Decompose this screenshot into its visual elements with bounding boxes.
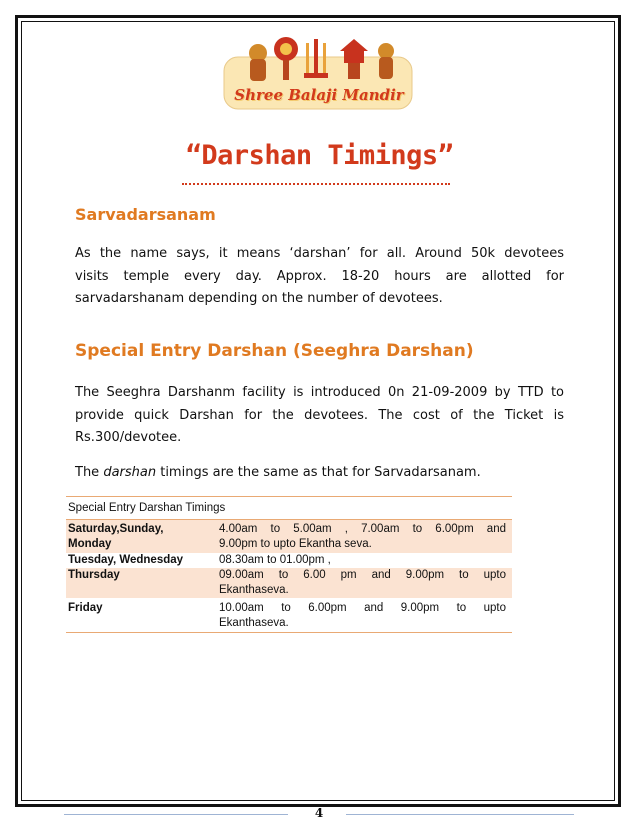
time-cell [217, 520, 512, 553]
day-cell [66, 598, 217, 632]
note-italic: darshan [103, 465, 157, 480]
deity-left-icon [249, 44, 267, 81]
special-entry-paragraph [75, 382, 564, 450]
time-line: 9.00pm to upto Ekantha seva. [219, 538, 372, 550]
time-cell [217, 568, 512, 598]
day-line: Friday [68, 602, 103, 614]
day-cell [66, 568, 217, 598]
paragraph-line: visits temple every day. Approx. 18-20 hours are allotted for [75, 268, 564, 284]
page-title: “Darshan Timings” [185, 140, 454, 171]
table-row [66, 598, 512, 632]
darshan-note [75, 462, 564, 485]
time-line: 4.00am to 5.00am , 7.00am to 6.00pm and [219, 523, 506, 535]
sarvadarsanam-paragraph [75, 243, 564, 311]
time-cell [217, 553, 512, 568]
table-bottom-rule [66, 632, 512, 633]
day-line: Tuesday, Wednesday [68, 554, 184, 566]
section-heading-sarvadarsanam: Sarvadarsanam [75, 205, 216, 224]
logo-text: Shree Balaji Mandir [234, 86, 404, 104]
time-line: Ekanthaseva. [219, 584, 289, 596]
note-prefix: The [75, 465, 104, 480]
table-row [66, 553, 512, 568]
timings-table [66, 496, 512, 633]
table-row [66, 568, 512, 598]
footer-rule-left [64, 814, 288, 815]
table-row [66, 519, 512, 553]
day-line: Monday [68, 538, 112, 550]
table-title: Special Entry Darshan Timings [66, 496, 512, 519]
paragraph-line: provide quick Darshan for the devotees. The cost of the Ticket is [75, 407, 564, 423]
section-heading-special-entry: Special Entry Darshan (Seeghra Darshan) [75, 341, 474, 361]
day-line: Saturday,Sunday, [68, 523, 164, 535]
title-underline [182, 183, 450, 185]
namam-icon [304, 39, 328, 78]
time-cell [217, 598, 512, 632]
time-line: 09.00am to 6.00 pm and 9.00pm to upto [219, 569, 506, 581]
day-line: Thursday [68, 569, 120, 581]
paragraph-line: The Seeghra Darshanm facility is introduced 0n 21-09-2009 by TTD to [75, 385, 564, 400]
note-suffix: timings are the same as that for Sarvadarsanam. [156, 465, 481, 480]
time-line: Ekanthaseva. [219, 617, 289, 629]
time-line: 10.00am to 6.00pm and 9.00pm to upto [219, 602, 506, 614]
paragraph-line: As the name says, it means ‘darshan’ for all. Around 50k devotees [75, 246, 564, 261]
paragraph-line: Rs.300/devotee. [75, 430, 182, 445]
time-line: 08.30am to 01.00pm , [219, 554, 331, 566]
paragraph-line: sarvadarshanam depending on the number of devotees. [75, 291, 443, 306]
deity-right-icon [378, 43, 394, 79]
page-number: 4 [314, 806, 324, 820]
footer-rule-right [346, 814, 574, 815]
day-cell [66, 553, 217, 568]
day-cell [66, 520, 217, 553]
